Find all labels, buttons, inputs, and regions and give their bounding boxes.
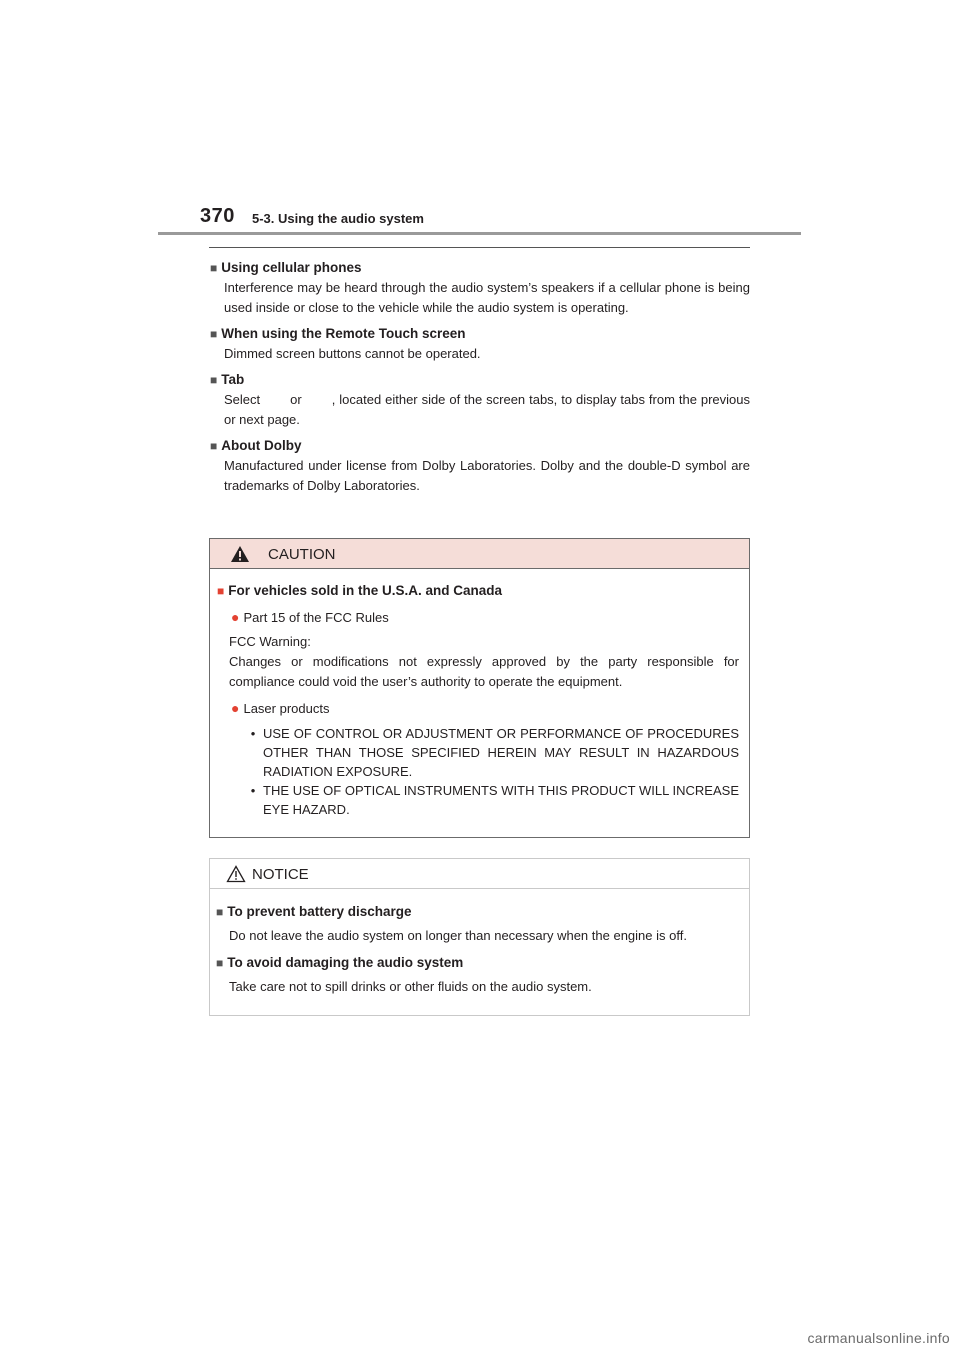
fcc-warning-label: FCC Warning: [229, 634, 311, 649]
list-item: • USE OF CONTROL OR ADJUSTMENT OR PERFORMANCE OF PROCEDURES OTHER THAN THOSE SPECIFIED HEREIN MAY RESULT IN HAZARDOUS RADIATION EXPOSURE. [250, 726, 739, 779]
notice-item-title: ■ To prevent battery discharge [216, 904, 412, 919]
footer-watermark: carmanualsonline.info [807, 1330, 950, 1346]
info-item-dolby [209, 436, 750, 496]
caution-body [210, 569, 749, 819]
square-bullet-icon: ■ [216, 905, 224, 919]
info-item-cellular [209, 258, 750, 318]
notice-header [210, 859, 749, 889]
page-header [197, 203, 801, 235]
square-bullet-icon: ■ [210, 261, 218, 275]
notice-triangle-icon [226, 865, 246, 883]
fcc-warning-text [217, 632, 739, 692]
notice-box [209, 858, 750, 1016]
page-number: 370 [200, 205, 235, 227]
content-top-rule [209, 247, 750, 248]
main-content [209, 258, 750, 502]
item-title: ■ Using cellular phones [210, 260, 362, 275]
square-bullet-icon: ■ [210, 439, 218, 453]
item-body: Interference may be heard through the audio system’s speakers if a cellular phone is being used inside or close to the vehicle while the audio system is operating. [224, 280, 750, 315]
notice-item-title: ■ To avoid damaging the audio system [216, 955, 464, 970]
item-body: Dimmed screen buttons cannot be operated. [224, 346, 481, 361]
red-dot-bullet-icon: ● [231, 609, 240, 625]
caution-box [209, 538, 750, 838]
caution-bullet-laser: ● Laser products [231, 700, 330, 716]
item-body: Select or , located either side of the screen tabs, to display tabs from the previous or next page. [224, 392, 750, 427]
square-bullet-icon: ■ [216, 956, 224, 970]
item-title: ■ About Dolby [210, 438, 302, 453]
warning-triangle-icon [230, 545, 250, 563]
header-rule [158, 232, 801, 235]
notice-item-battery [216, 902, 739, 946]
square-bullet-icon: ■ [210, 373, 218, 387]
list-item: • THE USE OF OPTICAL INSTRUMENTS WITH THIS PRODUCT WILL INCREASE EYE HAZARD. [250, 783, 739, 817]
notice-item-body: Take care not to spill drinks or other fluids on the audio system. [229, 979, 592, 994]
square-bullet-icon: ■ [210, 327, 218, 341]
fcc-warning-body: Changes or modifications not expressly approved by the party responsible for compliance could void the user’s authority to operate the equipment. [229, 654, 739, 689]
red-square-bullet-icon: ■ [217, 584, 225, 598]
notice-label: NOTICE [252, 866, 309, 883]
item-body: Manufactured under license from Dolby Laboratories. Dolby and the double-D symbol are trademarks of Dolby Laboratories. [224, 458, 750, 493]
caution-label: CAUTION [268, 546, 336, 563]
notice-item-damage [216, 953, 739, 997]
red-dot-bullet-icon: ● [231, 700, 240, 716]
info-item-tab [209, 370, 750, 430]
caution-section-title: ■ For vehicles sold in the U.S.A. and Canada [217, 583, 503, 598]
notice-body [210, 889, 749, 997]
caution-header [210, 539, 749, 569]
item-title: ■ Tab [210, 372, 245, 387]
laser-warning-list [217, 724, 739, 819]
section-title: 5-3. Using the audio system [252, 211, 424, 226]
notice-item-body: Do not leave the audio system on longer than necessary when the engine is off. [229, 928, 687, 943]
info-item-remote-touch [209, 324, 750, 364]
caution-bullet-fcc: ● Part 15 of the FCC Rules [231, 609, 389, 625]
item-title: ■ When using the Remote Touch screen [210, 326, 466, 341]
